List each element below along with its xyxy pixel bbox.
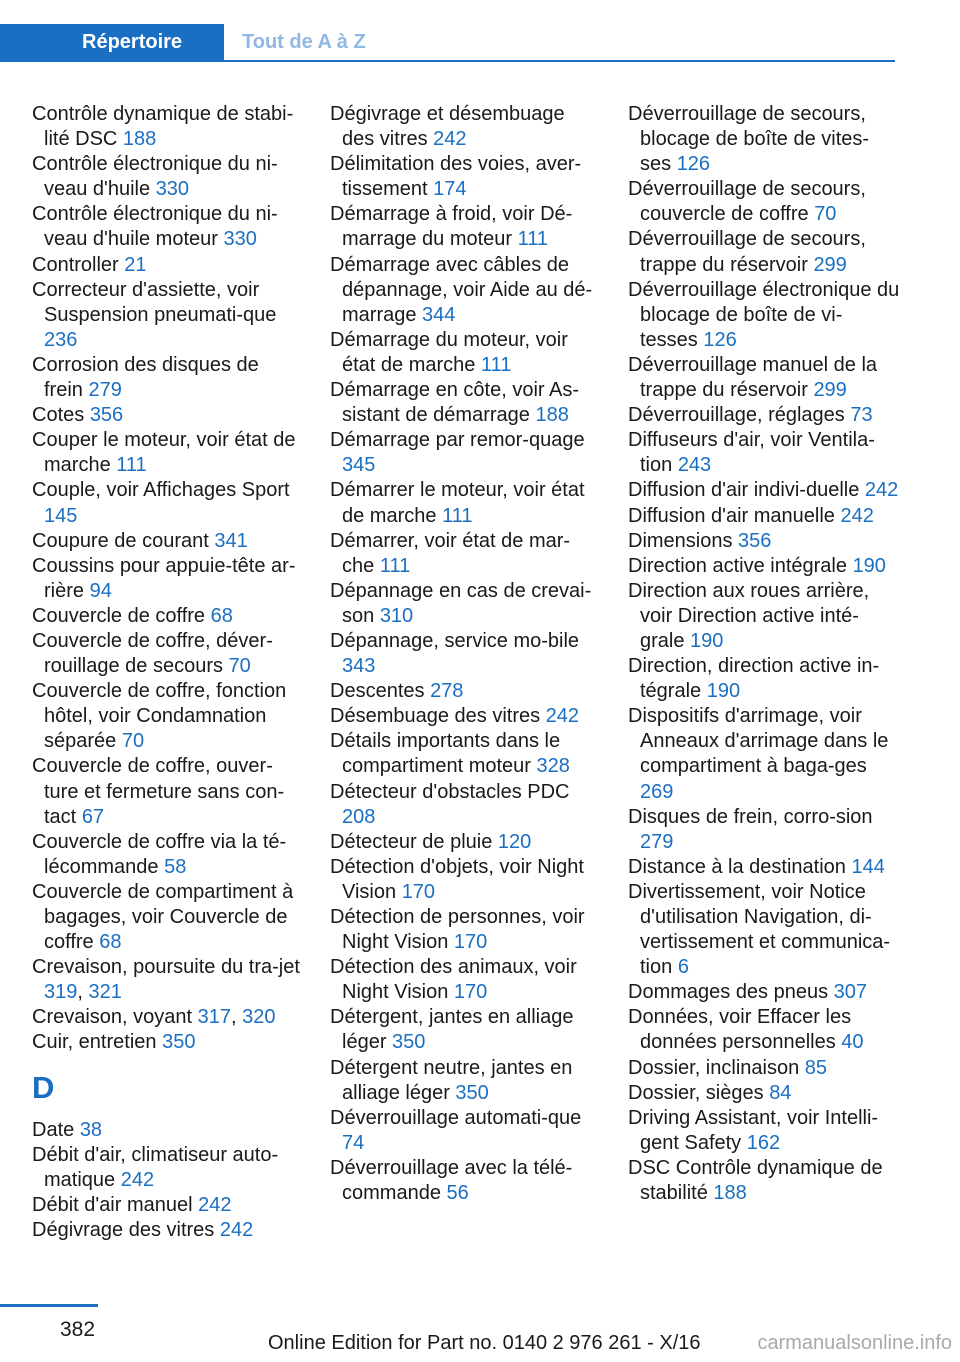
page-link[interactable]: 145 [44,504,78,527]
index-entry-text: Déverrouillage, réglages [628,404,845,427]
page-link[interactable]: 299 [813,379,847,402]
index-entry [32,152,300,202]
page-link[interactable]: 190 [706,680,741,703]
footer-rule [0,1304,98,1307]
index-entry-text: Dégivrage et désembuage des vitres [330,103,565,151]
index-entry [330,1005,598,1055]
index-entry [330,152,598,202]
index-entry-text: Direction, direction active in‐tégrale [628,655,880,703]
index-entry [32,202,300,252]
page-link[interactable]: 6 [677,956,689,979]
index-entry [32,604,300,629]
index-entry-text: Driving Assistant, voir Intelli‐gent Safety [628,1106,879,1154]
index-entry [330,1156,598,1206]
page-link[interactable]: 321 [88,981,122,1004]
page-link[interactable]: 242 [840,504,874,527]
index-entry [628,855,900,880]
index-entry-text: Dossier, inclinaison [628,1056,800,1079]
page-link[interactable]: 68 [210,604,233,627]
index-entry-text: Démarrage avec câbles de dépannage, voir Aide au dé‐marrage [330,253,593,326]
index-entry [628,554,900,579]
index-entry-text: Coussins pour appuie-tête ar‐rière [32,554,296,602]
index-entry-text: Couvercle de coffre, déver‐rouillage de secours [32,629,273,678]
index-entry [330,478,598,528]
page-link[interactable]: 278 [430,680,464,703]
index-entry [330,905,598,955]
index-entry-text: Débit d'air manuel [32,1193,193,1216]
page-link[interactable]: 299 [813,253,847,276]
index-entry-text: Démarrage du moteur, voir état de marche [330,328,568,376]
page-link[interactable]: 350 [392,1031,426,1054]
page-link[interactable]: 236 [44,328,78,351]
page-link[interactable]: 120 [497,830,532,853]
index-entry [32,1218,300,1243]
index-entry-text: Corrosion des disques de frein [32,353,259,402]
index-entry-text: Démarrer, voir état de mar‐che [330,529,571,577]
page-link[interactable]: 188 [535,404,569,427]
index-entry-text: Contrôle dynamique de stabi‐lité DSC [32,103,294,151]
index-entry [628,102,900,177]
index-entry-text: Déverrouillage manuel de la trappe du réservoir [628,353,878,402]
index-entry-text: Date [32,1118,75,1141]
index-entry [628,980,900,1005]
page-link[interactable]: 174 [433,178,467,201]
index-entry [32,754,300,829]
index-entry [32,1118,300,1143]
index-entry [32,830,300,880]
index-entry [330,328,598,378]
index-entry-text: Désembuage des vitres [330,705,541,728]
index-entry-text: Couvercle de compartiment à bagages, voir Couvercle de coffre [32,880,294,954]
index-entry-text: Contrôle électronique du ni‐veau d'huile moteur [32,203,278,251]
index-entry-text: Démarrage par remor‐quage [330,429,585,452]
index-entry [628,1106,900,1156]
index-entry [628,654,900,704]
index-entry-text: Descentes [330,680,425,703]
index-entry [628,478,900,503]
page-link[interactable]: 307 [833,981,868,1004]
index-entry [32,679,300,754]
index-entry: Crevaison, voyant 317, 320 [32,1006,276,1029]
index-entry [628,227,900,277]
index-entry-text: Détection des animaux, voir Night Vision [330,956,577,1004]
index-entry [628,1156,900,1206]
index-entry-text: Données, voir Effacer les données personnelles [628,1006,852,1054]
index-entry-text: Déverrouillage de secours, blocage de boîte de vites‐ses [628,103,870,176]
index-entry-text: Dégivrage des vitres [32,1218,215,1241]
page-link[interactable]: 317 [197,1006,232,1029]
page-link[interactable]: 279 [88,379,122,402]
index-entry-text: Diffuseurs d'air, voir Ventila‐tion [628,429,875,477]
index-entry [330,428,598,478]
page-number: 382 [60,1318,96,1341]
page-link[interactable]: 162 [746,1131,781,1154]
page-link[interactable]: 341 [214,529,248,552]
page-link[interactable]: 344 [422,303,456,326]
page-link[interactable]: 242 [545,705,580,728]
page-link[interactable]: 190 [690,629,724,652]
page-link[interactable]: 243 [677,454,712,477]
page-link[interactable]: 126 [676,153,711,176]
page-link[interactable]: 356 [89,404,124,427]
index-entry-text: Direction active intégrale [628,554,847,577]
index-entry-text: Direction aux roues arrière, voir Direction active inté‐grale [628,579,870,652]
index-entry-text: Déverrouillage de secours, trappe du réservoir [628,228,866,276]
index-entry [32,629,300,679]
index-entry-text: Débit d'air, climatiseur auto‐matique [32,1143,279,1191]
page-link[interactable]: 111 [442,504,473,527]
page-link[interactable]: 84 [769,1081,792,1104]
index-entry [330,955,598,1005]
index-entry [628,704,900,804]
page-link[interactable]: 343 [342,655,376,678]
index-entry-text: Démarrer le moteur, voir état de marche [330,479,585,527]
page-link[interactable]: 67 [81,805,105,828]
page-link[interactable]: 68 [99,931,122,954]
page-link[interactable]: 190 [852,554,886,577]
index-entry [330,855,598,905]
page-link[interactable]: 73 [850,404,873,427]
index-column-3 [628,102,900,1206]
page-link[interactable]: 319 [44,981,78,1004]
index-entry [32,529,300,554]
index-entry-text: Couvercle de coffre, fonction hôtel, voir Condamnation séparée [32,680,287,753]
index-entry [32,253,300,278]
index-entry-text: Couple, voir Affichages Sport [32,479,290,502]
index-entry [32,102,300,152]
page-link[interactable]: 310 [379,604,414,627]
index-entry [628,529,900,554]
page-link[interactable]: 279 [640,830,674,853]
index-entry-text: Distance à la destination [628,855,846,878]
index-entry [330,1056,598,1106]
page-link[interactable]: 170 [401,880,436,903]
page-link[interactable]: 111 [379,554,411,577]
index-entry [330,679,598,704]
index-entry [32,478,300,528]
page-link[interactable]: 21 [124,253,147,276]
section-letter-heading: D [32,1069,55,1105]
page-link[interactable]: 269 [640,780,674,803]
index-entry [32,554,300,604]
index-entry-text: Divertissement, voir Notice d'utilisation Navigation, di‐vertissement et communica‐tion [628,880,891,979]
index-entry [628,278,900,353]
header-tab-bar [0,24,895,62]
index-entry-text: Détecteur de pluie [330,830,493,853]
page-link[interactable]: 170 [453,981,488,1004]
index-entry-text: Contrôle électronique du ni‐veau d'huile [32,153,278,201]
index-entry [330,704,598,729]
index-entry-text: Déverrouillage avec la télé‐commande [330,1156,573,1205]
index-entry-text: Détection d'objets, voir Night Vision [330,855,584,903]
index-entry-text: Démarrage à froid, voir Dé‐marrage du moteur [330,203,573,251]
page-link[interactable]: 144 [851,855,885,878]
page-link[interactable]: 350 [455,1081,489,1104]
index-entry [32,278,300,353]
index-entry [628,579,900,654]
index-entry-text: Controller [32,253,119,276]
index-entry [32,353,300,403]
page-link[interactable]: 170 [453,931,488,954]
index-entry [32,428,300,478]
index-entry [628,1005,900,1055]
index-entry [330,830,598,855]
index-entry-text: Déverrouillage de secours, couvercle de coffre [628,178,866,226]
page-link[interactable]: 188 [122,128,157,151]
page-link[interactable]: 58 [164,855,187,878]
index-entry-text: Disques de frein, corro‐sion [628,805,873,828]
index-entry-text: Détergent neutre, jantes en alliage léger [330,1056,573,1104]
index-entry-text: Dépannage en cas de crevai‐son [330,579,592,627]
index-entry [628,403,900,428]
page-link[interactable]: 56 [446,1182,469,1205]
index-entry-text: Déverrouillage électronique du blocage de boîte de vi‐tesses [628,278,900,351]
page-link[interactable]: 208 [342,805,376,828]
page-link[interactable]: 70 [121,730,145,753]
index-entry [32,1143,300,1193]
index-column-2 [330,102,598,1206]
tab-repertoire[interactable]: Répertoire [0,24,224,60]
index-entry-text: DSC Contrôle dynamique de stabilité [628,1156,883,1205]
index-entry-text: Dossier, sièges [628,1081,764,1104]
page-link[interactable]: 328 [536,755,570,778]
page-link[interactable]: 111 [517,228,549,251]
index-entry [330,378,598,428]
index-entry [628,177,900,227]
index-entry-text: Détails importants dans le compartiment moteur [330,730,561,778]
index-entry-text: Cuir, entretien [32,1031,157,1054]
index-entry: Crevaison, poursuite du tra‐jet 319, 321 [32,956,300,1004]
page-link[interactable]: 242 [198,1193,232,1216]
index-entry-text: Couvercle de coffre, ouver‐ture et fermeture sans con‐tact [32,755,285,828]
page-link[interactable]: 85 [804,1056,828,1079]
index-entry [330,729,598,779]
page-link[interactable]: 242 [219,1218,254,1241]
watermark-text: carmanualsonline.info [757,1332,952,1354]
page-link[interactable]: 330 [155,178,190,201]
index-entry-text: Dimensions [628,529,733,552]
index-entry [628,428,900,478]
index-entry [330,253,598,328]
index-entry [330,202,598,252]
page-link[interactable]: 330 [223,228,257,251]
index-entry-text: Délimitation des voies, aver‐tissement [330,153,582,201]
index-entry [330,102,598,152]
index-entry-text: Dommages des pneus [628,981,829,1004]
index-entry-text: Démarrage en côte, voir As‐sistant de démarrage [330,379,579,427]
index-entry [330,1106,598,1156]
index-entry [628,353,900,403]
page-link[interactable]: 242 [864,479,899,502]
index-entry-text: Détecteur d'obstacles PDC [330,780,570,803]
index-column-1 [32,102,300,1243]
index-entry [330,579,598,629]
page-link[interactable]: 345 [342,454,376,477]
index-entry-text: Dépannage, service mo‐bile [330,629,580,652]
index-entry-text: Couvercle de coffre via la té‐lécommande [32,830,287,878]
index-entry-text: Coupure de courant [32,529,209,552]
index-entry-text: Couvercle de coffre [32,604,206,627]
index-entry-text: Détergent, jantes en alliage léger [330,1006,574,1054]
index-entry-text: Diffusion d'air manuelle [628,504,835,527]
index-entry [32,880,300,955]
index-entry-text: Couper le moteur, voir état de marche [32,429,296,477]
page-link[interactable]: 40 [841,1031,864,1054]
index-entry [330,629,598,679]
page-link[interactable]: 38 [79,1118,103,1141]
index-entry [628,1056,900,1081]
index-entry-text: Crevaison, voyant [32,1006,193,1029]
index-entry-text: Cotes [32,404,85,427]
index-entry [32,1030,300,1055]
page-link[interactable]: 111 [116,454,147,477]
index-entry-text: Diffusion d'air indivi‐duelle [628,479,860,502]
page-link[interactable]: 242 [433,128,467,151]
index-entry [628,1081,900,1106]
page-link[interactable]: 126 [703,328,737,351]
page-link[interactable]: 74 [342,1131,365,1154]
index-entry [628,805,900,855]
index-entry [32,403,300,428]
index-entry [330,780,598,830]
index-entry [628,880,900,980]
index-entry-text: Détection de personnes, voir Night Vision [330,906,585,954]
index-entry [32,1193,300,1218]
page-link[interactable]: 70 [814,203,837,226]
page-link[interactable]: 94 [89,579,112,602]
page-link[interactable]: 350 [162,1031,196,1054]
page-link[interactable]: 356 [738,529,772,552]
page-link[interactable]: 111 [480,353,512,376]
edition-note: Online Edition for Part no. 0140 2 976 261 - X/16 [268,1332,701,1354]
index-entry [628,504,900,529]
page-link[interactable]: 242 [120,1168,155,1191]
page-link[interactable]: 70 [228,655,251,678]
index-entry-text: Déverrouillage automati‐que [330,1106,582,1129]
page-link[interactable]: 320 [242,1006,276,1029]
index-entry-text: Crevaison, poursuite du tra‐jet [32,956,300,979]
index-entry-text: Dispositifs d'arrimage, voir Anneaux d'arrimage dans le compartiment à baga‐ges [628,705,889,778]
tab-tout-de-a-a-z[interactable]: Tout de A à Z [242,31,366,53]
page-link[interactable]: 188 [713,1182,747,1205]
index-entry-text: Correcteur d'assiette, voir Suspension pneumati‐que [32,278,277,326]
index-entry [330,529,598,579]
